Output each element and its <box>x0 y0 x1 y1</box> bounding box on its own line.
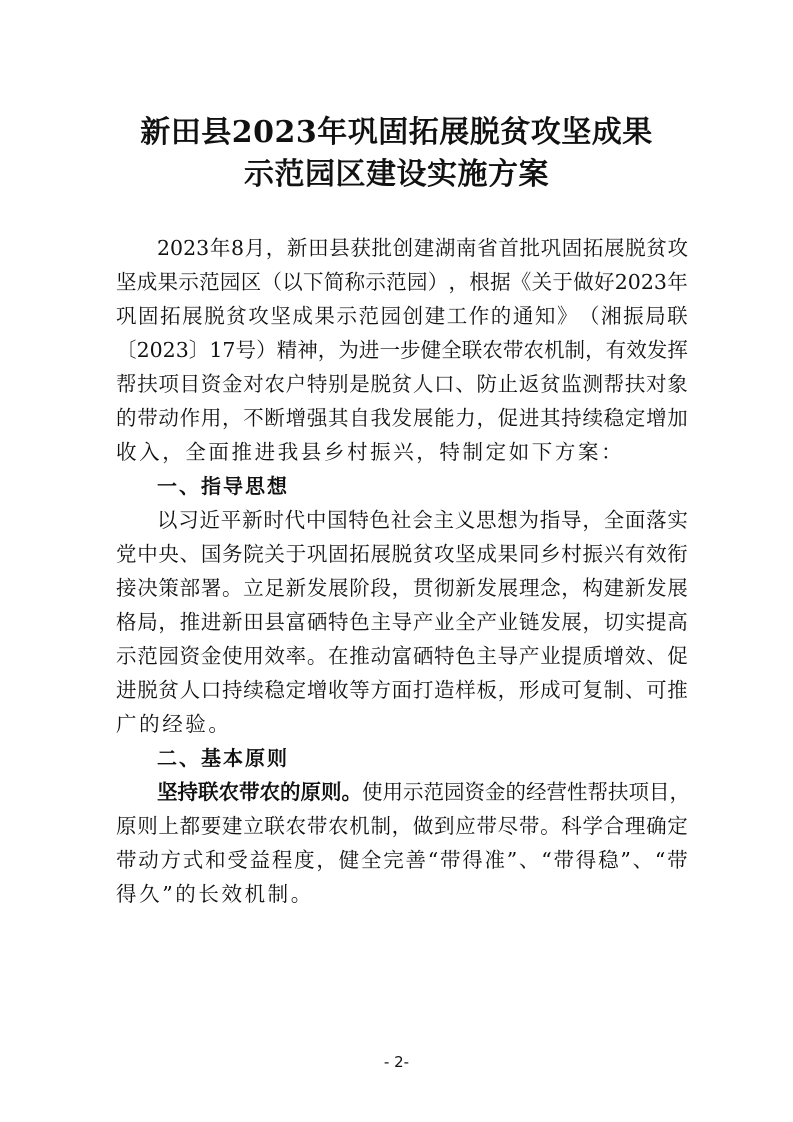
intro-line-6: 的 带 动 作 用 ， 不 断 增 强 其 自 我 发 展 能 力 ， 促 进 其 持 续 稳 定 增 加 <box>116 406 688 430</box>
document-title-line-1: 新田县2023年巩固拓展脱贫攻坚成果 <box>140 115 653 150</box>
intro-line-2: 坚 成 果 示 范 园 区 （ 以 下 简 称 示 范 园 ） ， 根 据 《 关 于 做 好 2023 年 <box>116 270 688 294</box>
section1-line-1: 以 习 近 平 新 时 代 中 国 特 色 社 会 主 义 思 想 为 指 导 ， 全 面 落 实 <box>157 508 688 532</box>
section1-line-2: 党 中 央 、 国 务 院 关 于 巩 固 拓 展 脱 贫 攻 坚 成 果 同 乡 村 振 兴 有 效 衔 <box>116 542 688 566</box>
intro-line-3: 巩 固 拓 展 脱 贫 攻 坚 成 果 示 范 园 创 建 工 作 的 通 知 》 （ 湘 振 局 联 <box>116 304 688 328</box>
section1-line-3: 接 决 策 部 署 。 立 足 新 发 展 阶 段 ， 贯 彻 新 发 展 理 念 ， 构 建 新 发 展 <box>116 576 688 600</box>
section2-line-4: 得久”的长效机制。 <box>116 882 314 906</box>
section1-line-7: 广的经验。 <box>116 712 232 736</box>
section-heading-basic-principles: 二、基本原则 <box>157 746 289 770</box>
document-title-line-2: 示范园区建设实施方案 <box>244 157 549 192</box>
section2-line-3: 带 动 方 式 和 受 益 程 度 ， 健 全 完 善 “ 带 得 准 ” 、 “ 带 得 稳 ” 、 “ 带 <box>116 848 688 872</box>
intro-line-1: 2023 年 8 月 ， 新 田 县 获 批 创 建 湖 南 省 首 批 巩 固 拓 展 脱 贫 攻 <box>157 236 688 260</box>
section-heading-guiding-ideology: 一、指导思想 <box>157 474 289 498</box>
intro-line-4: 〔 2023 〕 17 号 ） 精 神 ， 为 进 一 步 健 全 联 农 带 农 机 制 ， 有 效 发 挥 <box>116 338 688 362</box>
intro-line-5: 帮 扶 项 目 资 金 对 农 户 特 别 是 脱 贫 人 口 、 防 止 返 贫 监 测 帮 扶 对 象 <box>116 372 688 396</box>
section2-line-2: 原 则 上 都 要 建 立 联 农 带 农 机 制 ， 做 到 应 带 尽 带 。 科 学 合 理 确 定 <box>116 814 688 838</box>
section1-line-4: 格 局 ， 推 进 新 田 县 富 硒 特 色 主 导 产 业 全 产 业 链 发 展 ， 切 实 提 高 <box>116 610 688 634</box>
section2-line-1: 坚 持 联 农 带 农 的 原 则 。 使 用 示 范 园 资 金 的 经 营 性 帮 扶 项 目 ， <box>157 780 690 804</box>
section1-line-5: 示 范 园 资 金 使 用 效 率 。 在 推 动 富 硒 特 色 主 导 产 业 提 质 增 效 、 促 <box>116 644 688 668</box>
page-number: - 2- <box>383 1053 410 1071</box>
intro-line-7: 收入，全面推进我县乡村振兴，特制定如下方案： <box>116 440 625 464</box>
section1-line-6: 进 脱 贫 人 口 持 续 稳 定 增 收 等 方 面 打 造 样 板 ， 形 成 可 复 制 、 可 推 <box>116 678 688 702</box>
